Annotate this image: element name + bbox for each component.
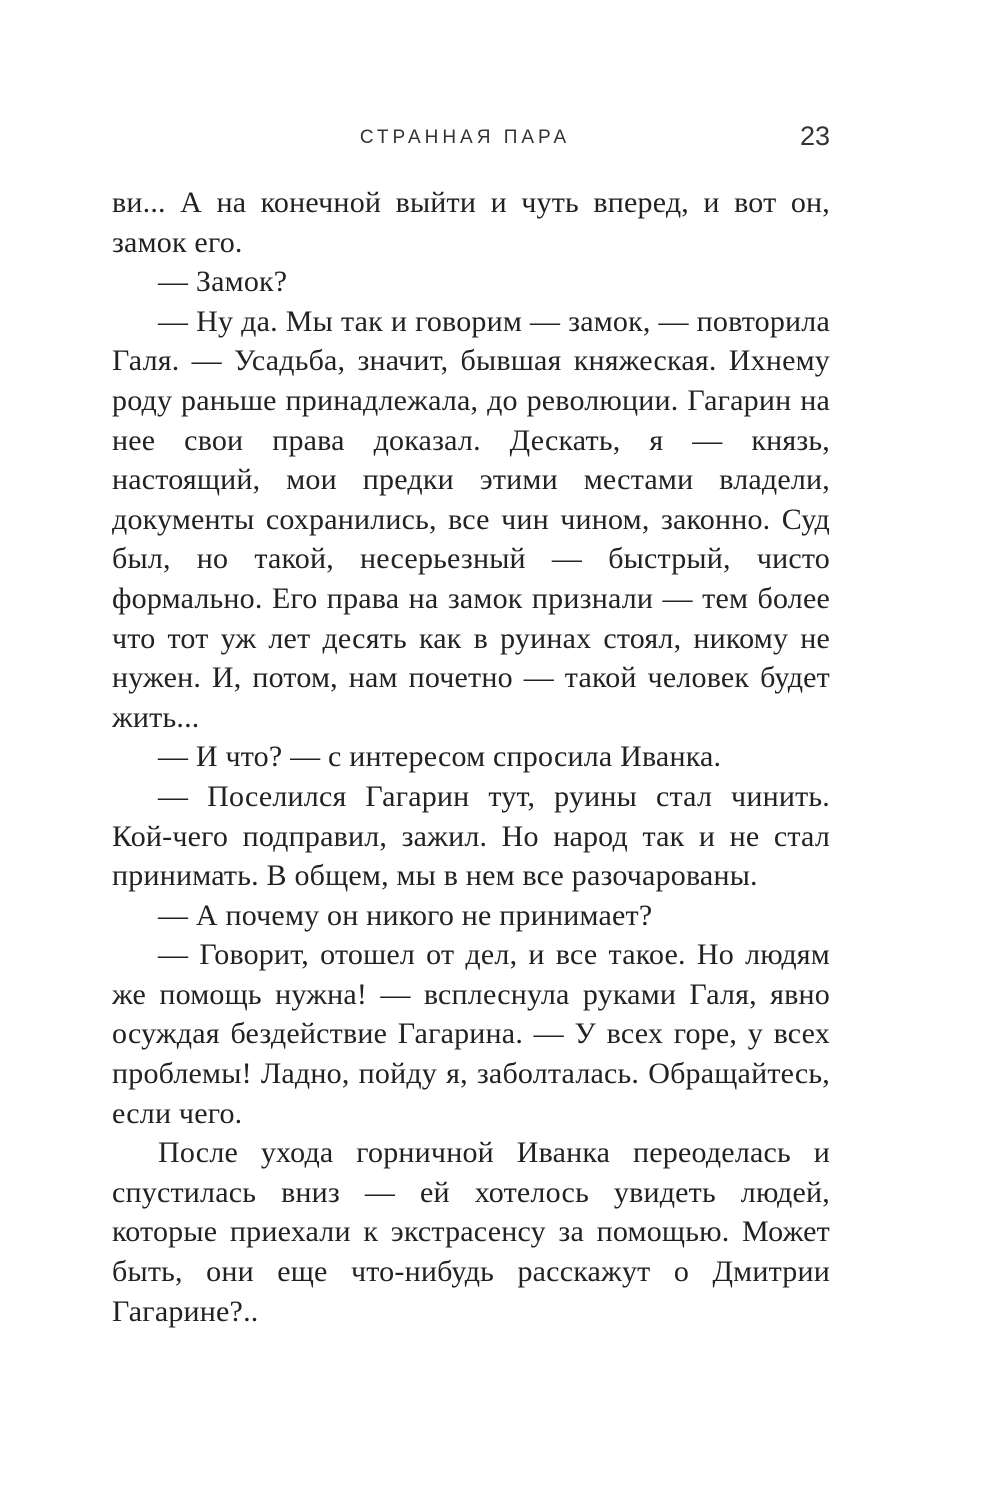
paragraph: — Ну да. Мы так и говорим — замок, — повторила Галя. — Усадьба, значит, бывшая княжеская. Ихнему роду раньше принадлежала, до революции. Гагарин на нее свои права доказал. Дескать, я — князь, настоящий, мои предки этими местами владели, документы сохранились, все чин чином, законно. Суд был, но такой, несерьезный — быстрый, чисто формально. Его права на замок признали — тем более что тот уж лет десять как в руинах стоял, никому не нужен. И, потом, нам почетно — такой человек будет жить...	[112, 304, 830, 734]
paragraph: — А почему он никого не принимает?	[158, 898, 653, 932]
section-title: СТРАННАЯ ПАРА	[359, 127, 571, 148]
page-number: 23	[799, 121, 830, 151]
paragraph: — Поселился Гагарин тут, руины стал чинить. Кой-чего подправил, зажил. Но народ так и не стал принимать. В общем, мы в нем все разочарованы.	[112, 779, 830, 893]
body-text	[112, 183, 830, 1331]
paragraph: — Замок?	[158, 265, 288, 299]
running-head	[170, 121, 830, 155]
paragraph: — И что? — с интересом спросила Иванка.	[158, 740, 722, 774]
paragraph: — Говорит, отошел от дел, и все такое. Но людям же помощь нужна! — всплеснула руками Галя, явно осуждая бездействие Гагарина. — У всех горе, у всех проблемы! Ладно, пойду я, заболталась. Обращайтесь, если чего.	[112, 938, 830, 1130]
paragraph: ви... А на конечной выйти и чуть вперед, и вот он, замок его.	[112, 186, 830, 259]
paragraph: После ухода горничной Иванка переоделась и спустилась вниз — ей хотелось увидеть людей, которые приехали к экстрасенсу за помощью. Может быть, они еще что-нибудь расскажут о Дмитрии Гагарине?..	[112, 1136, 830, 1328]
